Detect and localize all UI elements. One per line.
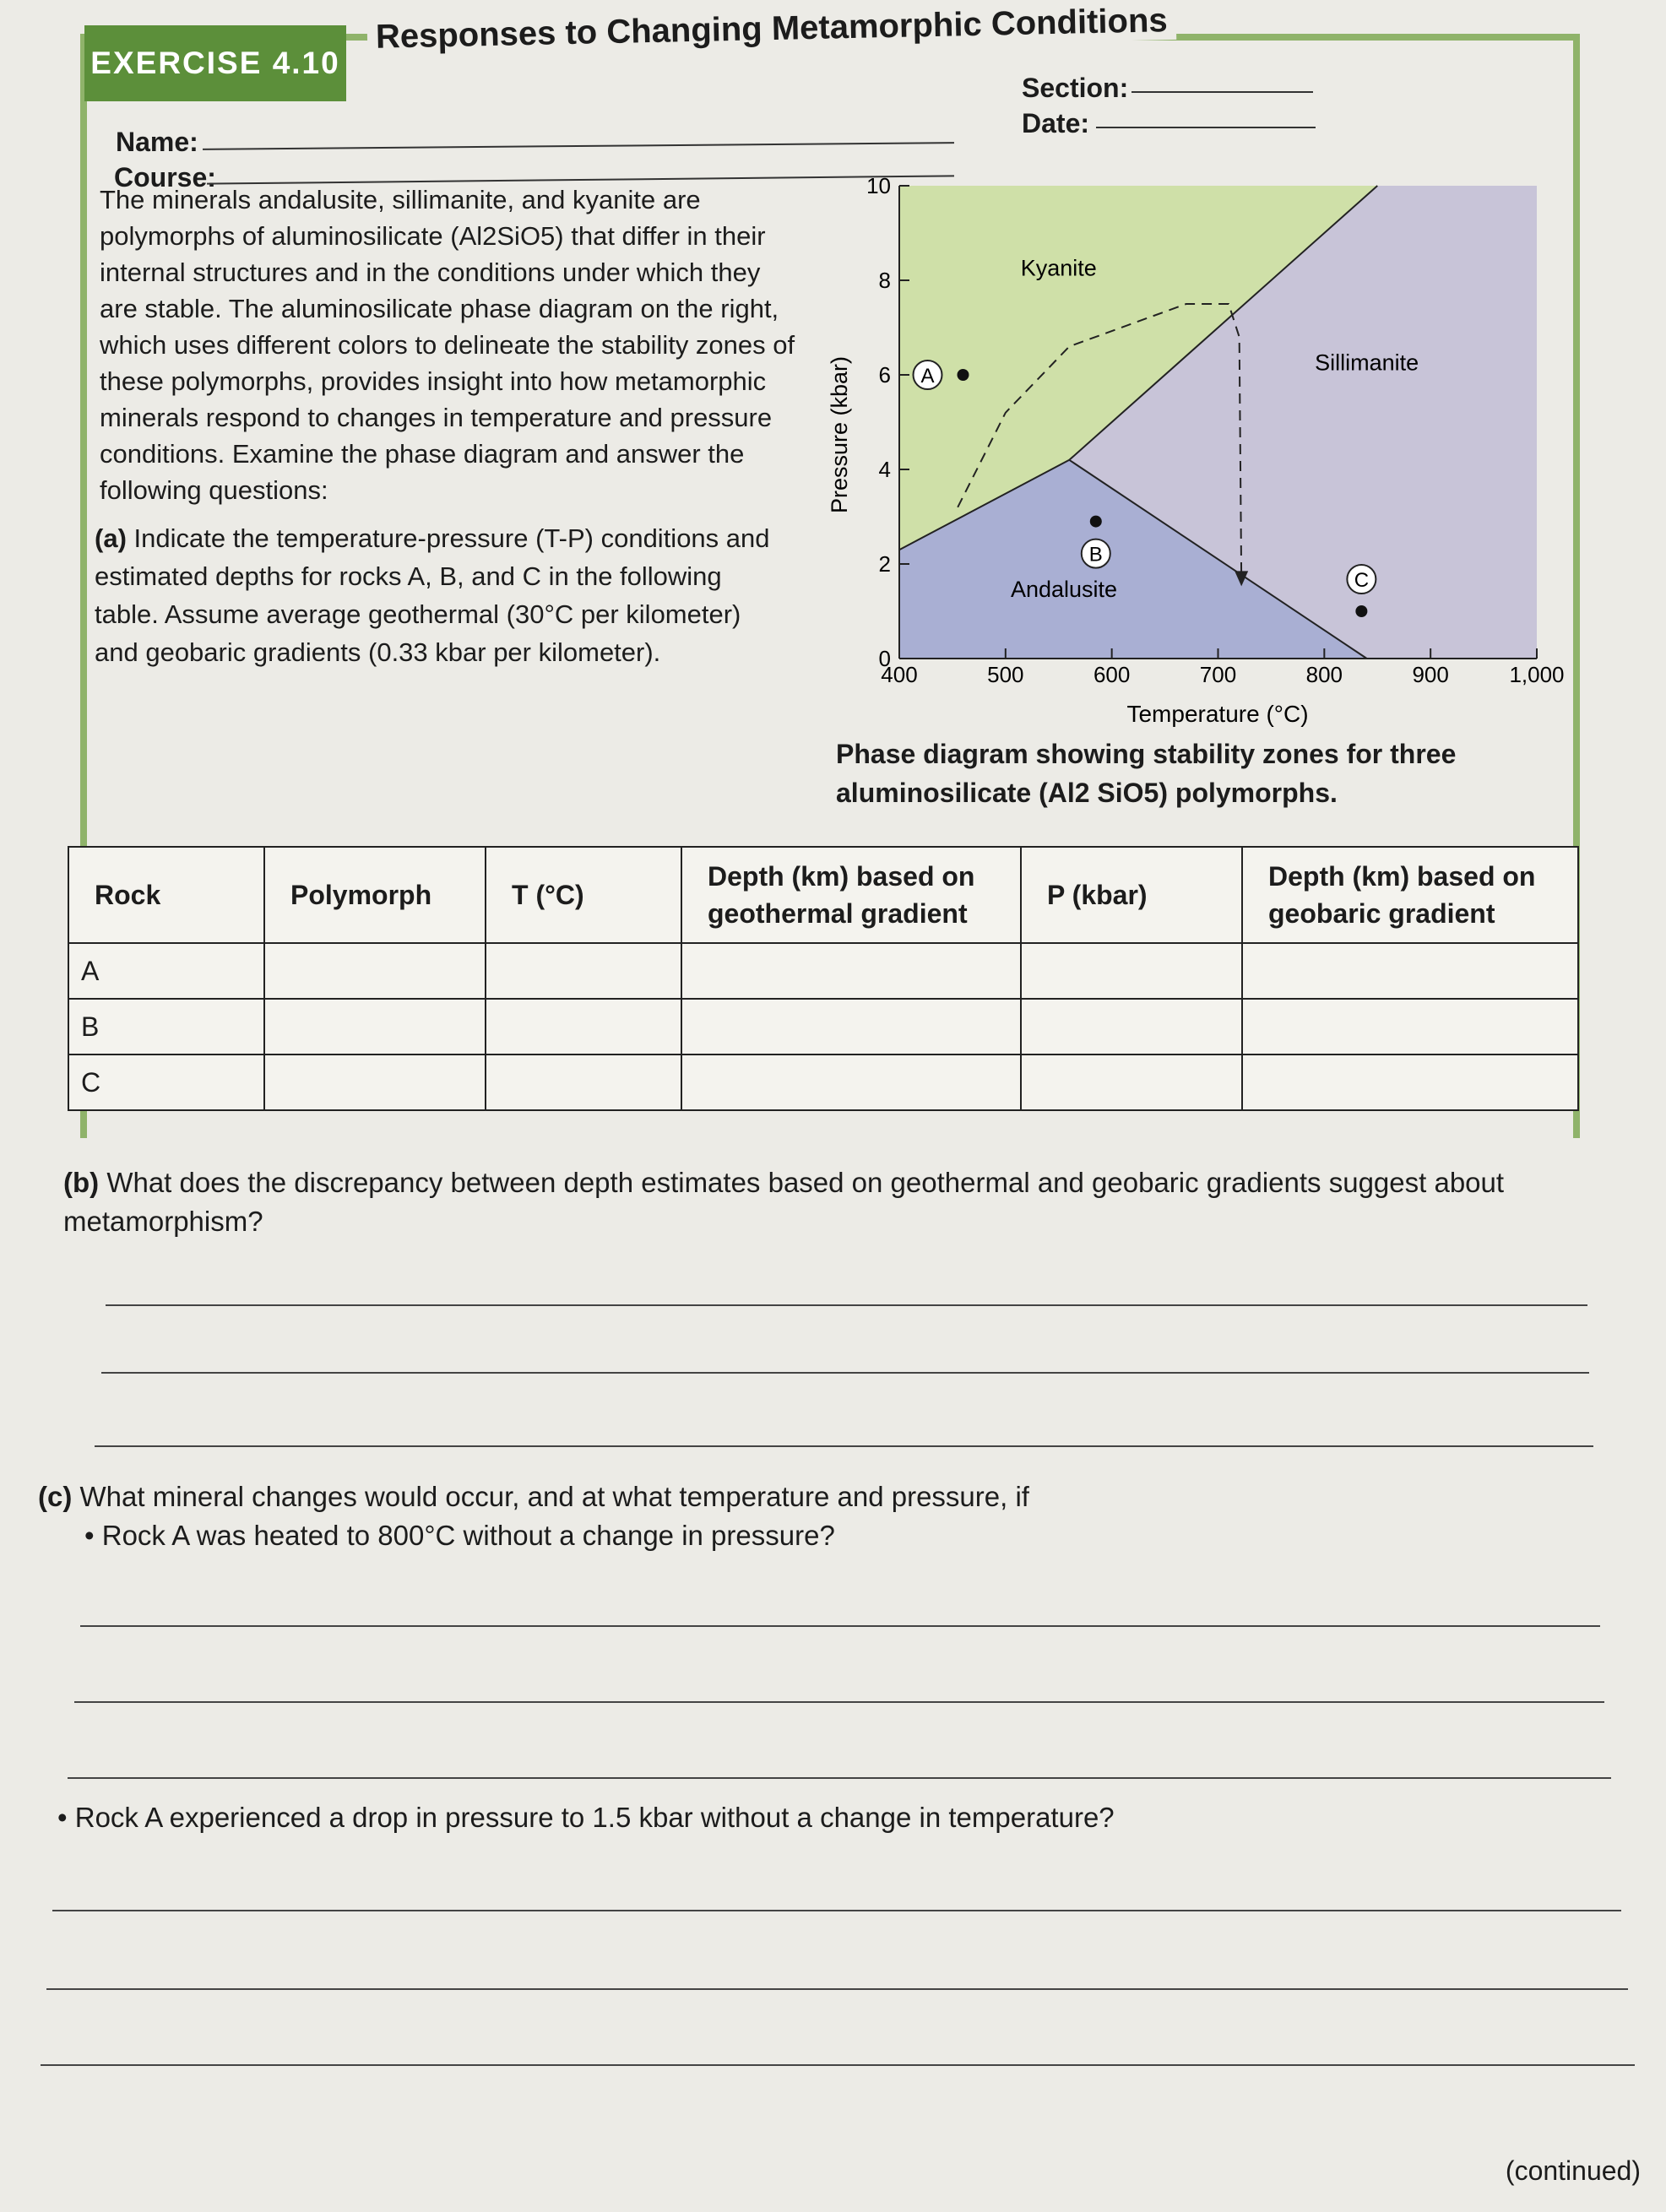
date-field[interactable] [1096, 127, 1316, 128]
row-c-polymorph[interactable] [264, 1054, 486, 1110]
rock-label-a: A [920, 365, 935, 388]
answer-line-c4[interactable] [52, 1910, 1621, 1911]
row-c-pressure[interactable] [1021, 1054, 1242, 1110]
question-b [63, 1163, 1524, 1241]
exercise-number: EXERCISE 4.10 [84, 25, 346, 101]
question-b-text: What does the discrepancy between depth estimates based on geothermal and geobaric gradients suggest about metamorphism? [63, 1167, 1505, 1237]
row-a-rock: A [68, 943, 264, 999]
x-tick-label: 900 [1412, 662, 1449, 687]
question-c [38, 1477, 1541, 1516]
y-axis-label: Pressure (kbar) [827, 355, 852, 514]
rock-label-b: B [1088, 543, 1103, 567]
answer-line-c5[interactable] [46, 1988, 1628, 1990]
continued-note: (continued) [1505, 2155, 1641, 2186]
row-a-depth-geothermal[interactable] [681, 943, 1021, 999]
col-pressure: P (kbar) [1021, 847, 1242, 943]
x-tick-label: 800 [1305, 662, 1343, 687]
course-label: Course: [114, 162, 216, 192]
bullet-1-text: Rock A was heated to 800°C without a change in pressure? [101, 1520, 835, 1551]
question-c-bullet-1: • Rock A was heated to 800°C without a change in pressure? [84, 1520, 835, 1551]
zone-label-andalusite: Andalusite [1010, 577, 1118, 603]
rock-point-a [958, 369, 969, 381]
row-a-pressure[interactable] [1021, 943, 1242, 999]
answer-line-c6[interactable] [41, 2064, 1635, 2066]
answer-line-c2[interactable] [74, 1701, 1604, 1703]
answer-line-b3[interactable] [95, 1445, 1593, 1447]
col-rock: Rock [68, 847, 264, 943]
answer-line-c3[interactable] [68, 1777, 1611, 1779]
answer-line-b2[interactable] [101, 1372, 1589, 1374]
row-a-depth-geobaric[interactable] [1242, 943, 1578, 999]
row-b-temperature[interactable] [486, 999, 681, 1054]
date-label: Date: [1022, 108, 1090, 138]
answer-line-b1[interactable] [106, 1304, 1587, 1306]
y-tick-label: 10 [866, 173, 891, 198]
rock-point-c [1355, 605, 1367, 617]
table-row [68, 943, 1578, 999]
table-header-row [68, 847, 1578, 943]
col-depth-geobaric: Depth (km) based on geobaric gradient [1242, 847, 1578, 943]
x-tick-label: 700 [1199, 662, 1237, 687]
y-tick-label: 6 [878, 362, 891, 388]
x-tick-label: 600 [1093, 662, 1131, 687]
row-b-pressure[interactable] [1021, 999, 1242, 1054]
row-c-rock: C [68, 1054, 264, 1110]
x-axis-label: Temperature (°C) [1126, 701, 1309, 727]
data-table [68, 846, 1579, 1111]
exercise-title: Responses to Changing Metamorphic Conditions [367, 2, 1177, 57]
question-c-text: What mineral changes would occur, and at what temperature and pressure, if [79, 1481, 1029, 1512]
rock-point-b [1090, 516, 1102, 528]
row-b-polymorph[interactable] [264, 999, 486, 1054]
row-b-depth-geobaric[interactable] [1242, 999, 1578, 1054]
x-tick-label: 1,000 [1509, 662, 1565, 687]
row-c-depth-geothermal[interactable] [681, 1054, 1021, 1110]
row-a-temperature[interactable] [486, 943, 681, 999]
col-depth-geothermal: Depth (km) based on geothermal gradient [681, 847, 1021, 943]
table-row [68, 999, 1578, 1054]
question-a-text: Indicate the temperature-pressure (T-P) conditions and estimated depths for rocks A, B, and C in the following table. Assume average geothermal (30°C per kilometer) and geobaric gradients (0.33 kbar per kilometer). [95, 523, 770, 667]
row-a-polymorph[interactable] [264, 943, 486, 999]
y-tick-label: 4 [878, 457, 891, 482]
intro-paragraph: The minerals andalusite, sillimanite, and kyanite are polymorphs of aluminosilicate (Al2SiO5) that differ in their internal structures and in the conditions under which they are stable. The aluminosilicate phase diagram on the right, which uses different colors to delineate the stability zones of these polymorphs, provides insight into how metamorphic minerals respond to changes in temperature and pressure conditions. Examine the phase diagram and answer the following questions: [100, 185, 795, 505]
y-tick-label: 8 [878, 268, 891, 293]
zone-label-sillimanite: Sillimanite [1315, 350, 1419, 376]
question-c-bullet-2: • Rock A experienced a drop in pressure to 1.5 kbar without a change in temperature? [57, 1802, 1115, 1833]
row-b-rock: B [68, 999, 264, 1054]
question-a [95, 519, 770, 671]
section-label: Section: [1022, 73, 1129, 103]
question-c-label: (c) [38, 1481, 73, 1512]
x-tick-label: 500 [987, 662, 1024, 687]
x-tick-label: 400 [881, 662, 918, 687]
section-field[interactable] [1131, 91, 1313, 93]
rock-label-c: C [1354, 569, 1370, 592]
row-c-temperature[interactable] [486, 1054, 681, 1110]
y-tick-label: 0 [878, 646, 891, 671]
bullet-2-text: Rock A experienced a drop in pressure to 1.5 kbar without a change in temperature? [74, 1802, 1115, 1833]
row-c-depth-geobaric[interactable] [1242, 1054, 1578, 1110]
zone-label-kyanite: Kyanite [1020, 255, 1097, 281]
phase-diagram [823, 156, 1566, 747]
question-b-label: (b) [63, 1167, 100, 1198]
col-polymorph: Polymorph [264, 847, 486, 943]
y-tick-label: 2 [878, 551, 891, 577]
col-temperature: T (°C) [486, 847, 681, 943]
question-a-label: (a) [95, 523, 127, 553]
row-b-depth-geothermal[interactable] [681, 999, 1021, 1054]
name-label: Name: [116, 127, 198, 157]
answer-line-c1[interactable] [80, 1625, 1600, 1627]
diagram-caption: Phase diagram showing stability zones for three aluminosilicate (Al2 SiO5) polymorphs. [836, 739, 1457, 808]
table-row [68, 1054, 1578, 1110]
